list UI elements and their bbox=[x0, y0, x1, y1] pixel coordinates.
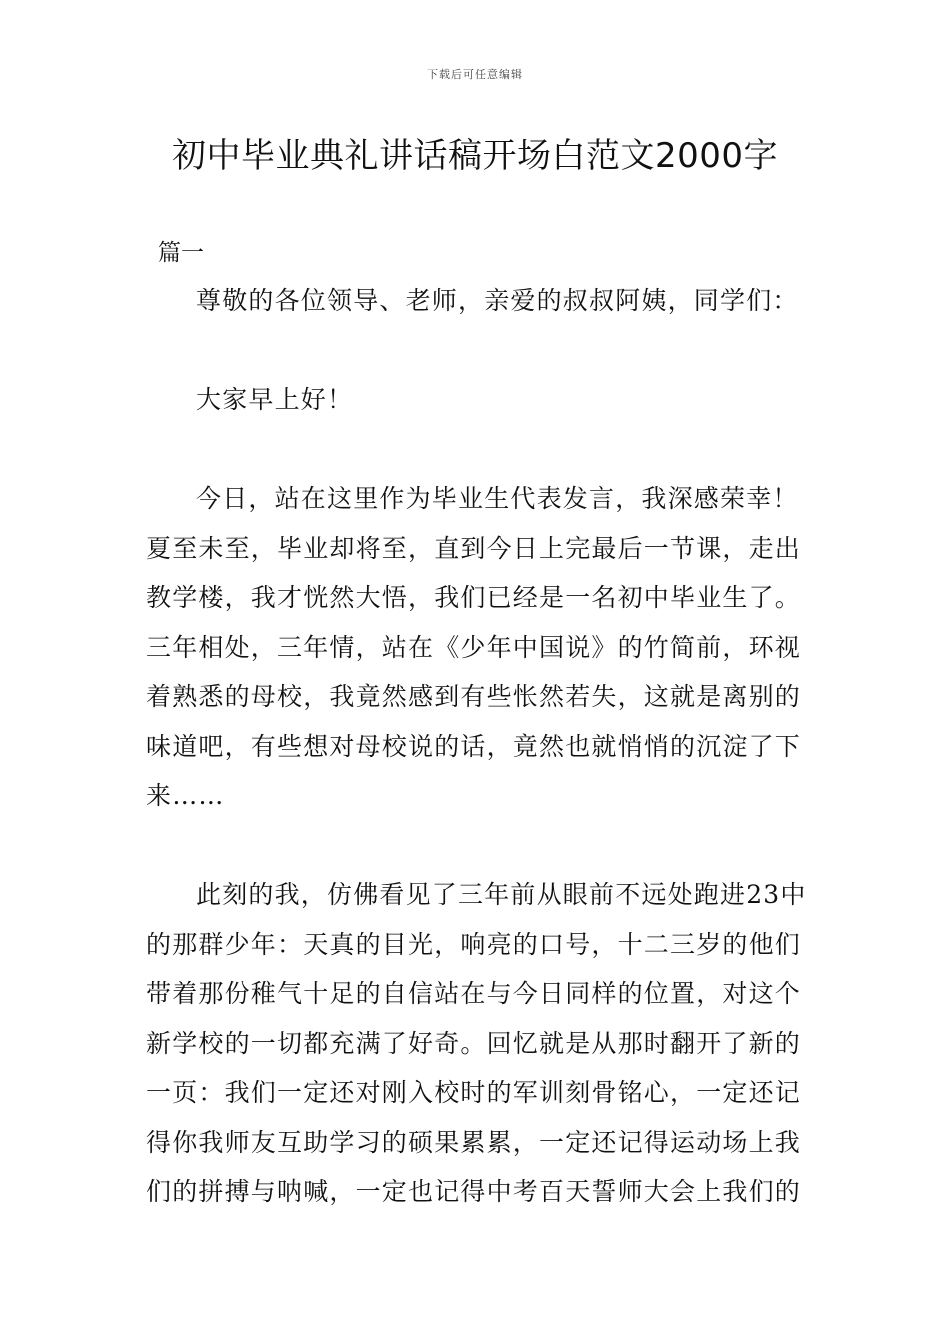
section-label: 篇一 bbox=[158, 240, 204, 266]
header-note: 下载后可任意编辑 bbox=[427, 68, 523, 81]
document-body bbox=[146, 276, 810, 1266]
paragraph-greeting: 大家早上好！ bbox=[196, 385, 354, 414]
paragraph-body: 今日，站在这里作为毕业生代表发言，我深感荣幸！夏至未至，毕业却将至，直到今日上完最后一节课，走出教学楼，我才恍然大悟，我们已经是一名初中毕业生了。三年相处，三年情，站在《少年中国说》的竹简前，环视着熟悉的母校，我竟然感到有些怅然若失，这就是离别的味道吧，有些想对母校说的话，竟然也就悄悄的沉淀了下来…… bbox=[146, 484, 802, 810]
paragraph-salutation: 尊敬的各位领导、老师，亲爱的叔叔阿姨，同学们： bbox=[196, 286, 799, 315]
document-title: 初中毕业典礼讲话稿开场白范文2000字 bbox=[171, 136, 779, 176]
paragraph-body: 此刻的我，仿佛看见了三年前从眼前不远处跑进23中的那群少年：天真的目光，响亮的口号，十二三岁的他们带着那份稚气十足的自信站在与今日同样的位置，对这个新学校的一切都充满了好奇。回忆就是从那时翻开了新的一页：我们一定还对刚入校时的军训刻骨铭心，一定还记得你我师友互助学习的硕果累累，一定还记得运动场上我们的拼搏与呐喊，一定也记得中考百天誓师大会上我们的 bbox=[146, 880, 807, 1206]
